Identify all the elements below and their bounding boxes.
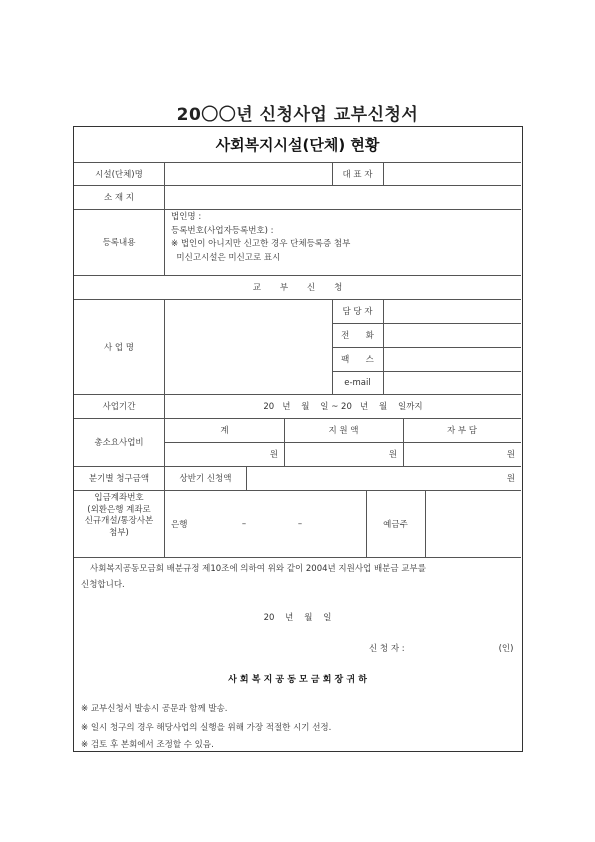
applicant-label: 신 청 자 : <box>369 644 405 654</box>
section-title: 사회복지시설(단체) 현황 <box>215 136 380 154</box>
self-amount-field[interactable]: 원 <box>506 450 515 460</box>
manager-field[interactable] <box>384 299 521 323</box>
registration-line: 미신고시설은 미신고로 표시 <box>171 252 281 263</box>
account-label <box>74 493 164 539</box>
total-cost-label: 총소요사업비 <box>94 438 144 448</box>
account-dash: – <box>297 518 303 529</box>
note-item: ※ 교부신청서 발송시 공문과 함께 발송. <box>81 704 228 714</box>
representative-label: 대 표 자 <box>342 169 373 180</box>
manager-label: 담 당 자 <box>342 307 373 317</box>
project-name-field[interactable] <box>165 299 332 394</box>
location-field[interactable] <box>165 185 521 209</box>
depositor-field[interactable] <box>426 490 521 557</box>
period-value[interactable]: 20 년 월 일 ~ 20 년 월 일까지 <box>263 402 423 412</box>
phone-field[interactable] <box>384 323 521 347</box>
account-label-line: 신규개설/통장사본 <box>84 516 154 526</box>
support-amount-field[interactable]: 원 <box>388 450 397 460</box>
statement-line: 사회복지공동모금회 배분규정 제10조에 의하여 위와 같이 2004년 지원사업 배분금 교부를 <box>90 564 426 574</box>
quarterly-label: 분기별 청구금액 <box>88 474 150 484</box>
note-item: ※ 일시 청구의 경우 해당사업의 실행을 위해 가장 적절한 시기 선정. <box>81 723 332 733</box>
registration-line: 법인명 : <box>171 212 202 222</box>
half-year-amount-field[interactable]: 원 <box>506 474 515 484</box>
representative-field[interactable] <box>384 162 521 185</box>
registration-label: 등록내용 <box>102 238 136 248</box>
account-label-line: 첨부) <box>109 527 129 538</box>
fax-field[interactable] <box>384 347 521 371</box>
account-label-line: (외환은행 계좌로 <box>87 504 151 515</box>
project-name-label: 사 업 명 <box>103 342 135 353</box>
seal-mark: (인) <box>498 644 514 654</box>
email-label: e-mail <box>344 377 371 388</box>
statement-line: 신청합니다. <box>81 580 125 590</box>
facility-name-label: 시설(단체)명 <box>95 169 143 180</box>
col-total-header: 계 <box>220 426 229 436</box>
grant-request-heading: 교 부 신 청 <box>252 283 343 293</box>
note-item: ※ 검토 후 본회에서 조정할 수 있음. <box>81 740 214 750</box>
location-label: 소 재 지 <box>103 193 135 203</box>
half-year-label: 상반기 신청액 <box>179 474 232 484</box>
account-dash: – <box>241 518 247 529</box>
total-amount-field[interactable]: 원 <box>269 450 278 460</box>
email-field[interactable] <box>384 371 521 394</box>
registration-details <box>171 211 516 265</box>
grant-application-form <box>73 126 523 752</box>
facility-name-field[interactable] <box>165 162 332 185</box>
form-title: 20〇〇년 신청사업 교부신청서 <box>176 105 419 125</box>
account-label-line: 입금계좌번호 <box>94 493 144 503</box>
fax-label: 팩 스 <box>341 355 374 365</box>
phone-label: 전 화 <box>341 331 374 341</box>
registration-line: ※ 법인이 아니지만 신고한 경우 단체등록증 첨부 <box>171 239 351 249</box>
period-label: 사업기간 <box>102 402 136 412</box>
col-self-header: 자 부 담 <box>446 426 478 436</box>
addressee: 사 회 복 지 공 동 모 금 회 장 귀 하 <box>228 674 367 685</box>
application-date[interactable]: 20 년 월 일 <box>263 613 332 623</box>
depositor-label: 예금주 <box>383 519 408 530</box>
bank-label: 은행 <box>171 519 188 530</box>
col-support-header: 지 원 액 <box>328 426 359 436</box>
registration-line: 등록번호(사업자등록번호) : <box>171 225 274 236</box>
